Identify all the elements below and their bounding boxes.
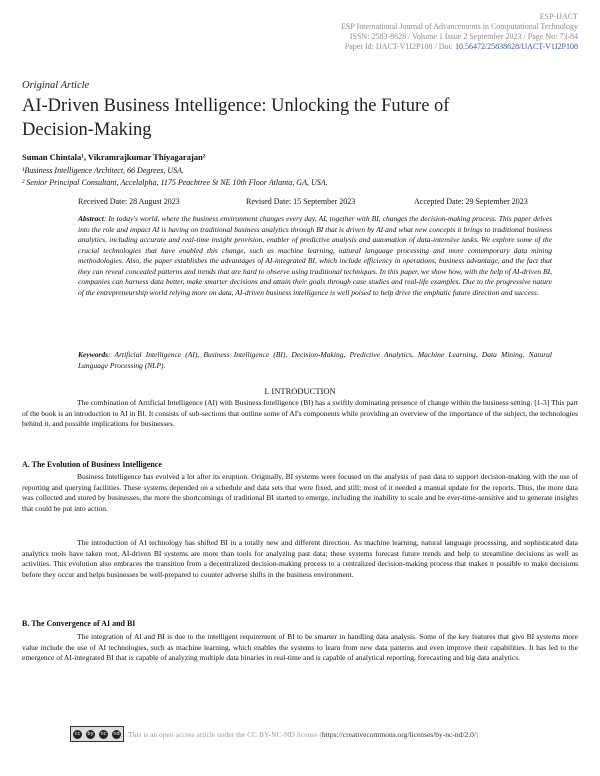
accepted-date: Accepted Date: 29 September 2023	[414, 197, 528, 206]
section-a-paragraph-2: The introduction of AI technology has shifted BI in a totally new and different direction. As machine learning, natural language processing, and sophisticated data analytics tools have taken root, AI-driven BI systems are more than tools for analyzing past data; these systems forecast future trends and help to streamline decisions as well as activities. This evolution also embraces the transition from a decentralized decision-making process to a centralized decision-making process that makes it possible to make decisions before they occur and helps businesses be well-prepared to counter adverse shifts in the business environment.	[22, 538, 578, 579]
article-type: Original Article	[22, 80, 90, 91]
keywords-label: Keywords	[78, 350, 108, 359]
intro-paragraph: The combination of Artificial Intelligence (AI) with Business Intelligence (BI) has a swiftly dominating presence of change within the business setting. [1-3] This part of the book is an introduction to AI in BI. It consists of sub-sections that outline some of AI's components while providing an overview of the importance of the subject, the technologies behind it, and possible implications for businesses.	[22, 398, 578, 428]
revised-date: Revised Date: 15 September 2023	[246, 197, 356, 206]
section-a-paragraph-1: Business Intelligence has evolved a lot after its eruption. Originally, BI systems were focused on the analysis of past data to support decision-making with the use of reporting and querying facilities. These systems depended on a schedule and data sets that were fixed, and still; most of it needed a manual update for the reports. Thus, the more data was collected and stored by businesses, the more the shortcomings of traditional BI started to emerge, including the inability to scale and be ever-time-sensitive and to generate insights that could be put into action.	[22, 472, 578, 513]
affiliation-1: ¹Business Intelligence Architect, 66 Degrees, USA.	[22, 166, 185, 175]
license-close: )	[475, 729, 479, 739]
abstract	[78, 214, 552, 298]
journal-name: ESP International Journal of Advancements in Computational Technology	[341, 22, 578, 31]
keywords-text: : Artificial Intelligence (AI), Business Intelligence (BI), Decision-Making, Predictive Analytics, Machine Learning, Data Mining, Natural Language Processing (NLP).	[78, 350, 552, 370]
abstract-text: : In today's world, where the business environment changes every day, AI, together with BI, changes the decision-making process. This paper delves into the role and impact AI is having on traditional business analytics through BI that is driven by AI and what new concepts it brings to traditional business analytics, including accurate and real-time insight provision, enabler of predictive analysis and automation of data-intensive tasks. We explore some of the crucial technologies that have enabled this change, such as machine learning, natural language processing and more contemporary data mining methodologies. Also, the paper establishes the advantages of AI-integrated BI, which include efficiency in operations, business advantage, and the fact that they can reveal concealed patterns and trends that are hard to observe using traditional techniques. In this paper, we show how, with the help of AI-driven BI, companies can harness data better, make smarter decisions and attain their goals through case studies and real-life examples. Due to the progressive nature of the entrepreneurship world relying more on data, AI-driven business intelligence is well poised to help drive the emphatic future direction and success.	[78, 214, 552, 297]
paper-title: AI-Driven Business Intelligence: Unlocking the Future of Decision-Making	[22, 96, 450, 140]
license-text: This is an open access article under the CC BY-NC-ND license (	[128, 729, 322, 739]
license-footer	[70, 726, 590, 742]
intro-heading: I. INTRODUCTION	[264, 386, 336, 396]
nd-icon: nd	[113, 730, 120, 737]
section-a-heading: A. The Evolution of Business Intelligence	[22, 460, 162, 469]
authors: Suman Chintala¹, Vikramrajkumar Thiyagarajan²	[22, 152, 206, 162]
by-icon: by	[87, 730, 94, 737]
journal-code: ESP-IJACT	[539, 12, 578, 21]
section-b-paragraph-1: The integration of AI and BI is due to the intelligent requirement of BI to be smarter in handling data analysis. Some of the key features that give BI systems more value include the use of AI technologies, such as machine learning, which enables the systems to learn from new data patterns and even improve their capabilities. It has led to the emergence of AI-integrated BI that is capable of analyzing multiple data binaries in real-time and is capable of analytical reporting, forecasting and big data analytics.	[22, 632, 578, 662]
license-link[interactable]: https://creativecommons.org/licenses/by-nc-nd/2.0/	[321, 729, 476, 739]
cc-icon: cc	[74, 730, 81, 737]
issn-line: ISSN: 2583-8628 / Volume 1 Issue 2 September 2023 / Page No: 73-84	[349, 32, 578, 41]
section-b-heading: B. The Convergence of AI and BI	[22, 619, 136, 628]
received-date: Received Date: 28 August 2023	[78, 197, 180, 206]
cc-license-icon[interactable]	[70, 726, 124, 742]
abstract-label: Abstract	[78, 214, 104, 223]
nc-icon: nc	[100, 730, 107, 737]
paper-id-line: Paper Id: IJACT-V1I2P108 / Doi: 10.56472/25838628/IJACT-V1I2P108	[344, 42, 578, 51]
journal-header	[178, 12, 578, 52]
affiliation-2: ² Senior Principal Consultant, Accelalpha, 1175 Peachtree St NE 10th Floor Atlanta, GA, USA.	[22, 178, 328, 187]
keywords	[78, 350, 552, 371]
doi-link[interactable]: 10.56472/25838628/IJACT-V1I2P108	[454, 42, 578, 51]
